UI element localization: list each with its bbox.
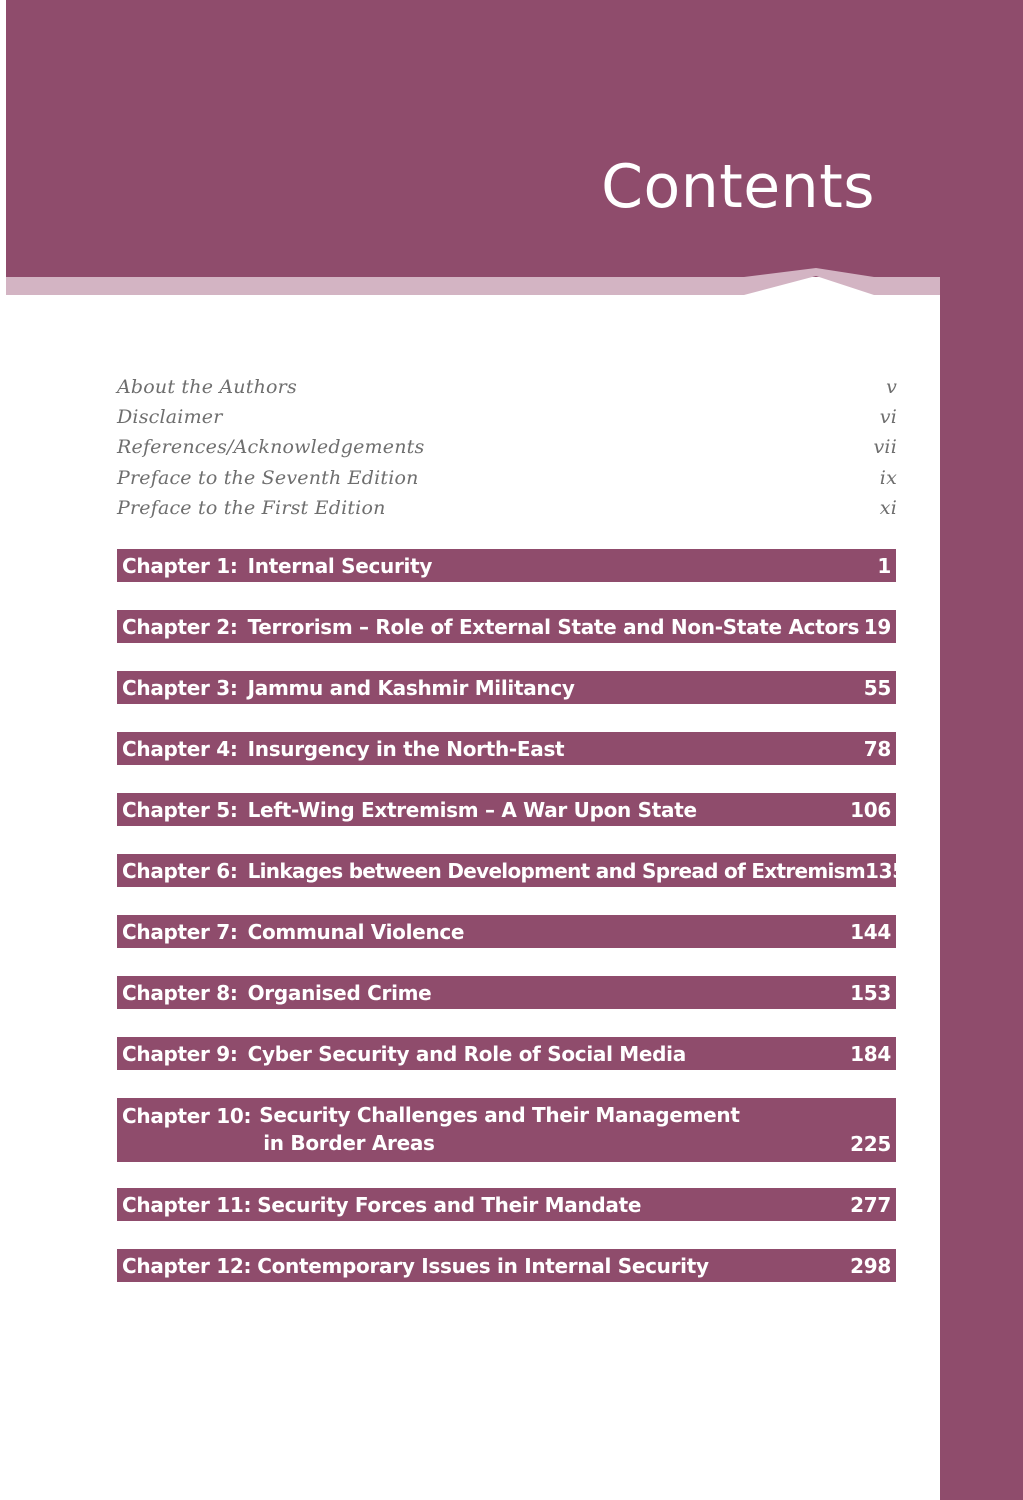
right-margin-bar: [940, 277, 1023, 1500]
chapter-label: Chapter 2:: [122, 614, 238, 639]
chapter-page: 1: [877, 553, 891, 578]
chapter-title: Security Forces and Their Mandate: [257, 1192, 642, 1217]
chapter-label: Chapter 12:: [122, 1253, 252, 1278]
chapter-label: Chapter 1:: [122, 553, 238, 578]
chapter-title: Contemporary Issues in Internal Security: [257, 1253, 709, 1278]
chapter-label: Chapter 7:: [122, 919, 238, 944]
front-matter-page: v: [886, 376, 897, 398]
chapter-page: 277: [850, 1192, 891, 1217]
front-matter-list: [117, 376, 897, 527]
chapter-label: Chapter 10:: [122, 1104, 252, 1128]
front-matter-item: [117, 467, 897, 497]
chapter-row-1: [117, 549, 896, 582]
front-matter-item: [117, 376, 897, 406]
page-title: Contents: [601, 152, 875, 222]
chapter-row-2: [117, 610, 896, 643]
chapter-page: 153: [850, 980, 891, 1005]
chapter-title: Internal Security: [247, 553, 433, 578]
front-matter-title: About the Authors: [117, 376, 297, 398]
chapter-page: 19: [863, 614, 891, 639]
chapter-page: 55: [863, 675, 891, 700]
front-matter-page: vii: [873, 436, 897, 459]
chapter-row-4: [117, 732, 896, 765]
chapter-page: 298: [850, 1253, 891, 1278]
front-matter-title: Disclaimer: [117, 406, 223, 429]
chapter-label: Chapter 6:: [122, 858, 238, 883]
chapter-row-12: [117, 1249, 896, 1282]
chapter-label: Chapter 11:: [122, 1192, 252, 1217]
chapter-row-7: [117, 915, 896, 948]
chapter-label: Chapter 8:: [122, 980, 238, 1005]
chapter-row-10: [117, 1098, 896, 1162]
chapter-title: Linkages between Development and Spread of Extremism: [247, 858, 866, 883]
header-stripe: [6, 264, 941, 298]
front-matter-page: xi: [879, 496, 897, 519]
front-matter-item: [117, 436, 897, 466]
chapter-page: 225: [850, 1132, 891, 1156]
header-band: [6, 0, 1023, 277]
front-matter-item: [117, 406, 897, 436]
chapter-page: 184: [850, 1041, 891, 1066]
chapter-title: Cyber Security and Role of Social Media: [247, 1041, 686, 1066]
chapter-title: [251, 1101, 850, 1157]
front-matter-page: ix: [879, 466, 897, 489]
front-matter-item: [117, 497, 897, 527]
chapter-row-11: [117, 1188, 896, 1221]
chapter-title-line-1: Security Challenges and Their Management: [259, 1103, 740, 1127]
chapter-page: 78: [863, 736, 891, 761]
chapter-row-8: [117, 976, 896, 1009]
chapter-title: Insurgency in the North-East: [247, 736, 565, 761]
chapter-title: Jammu and Kashmir Militancy: [247, 675, 575, 700]
front-matter-title: Preface to the Seventh Edition: [117, 466, 419, 489]
chapter-title: Organised Crime: [247, 980, 432, 1005]
front-matter-title: Preface to the First Edition: [117, 496, 386, 519]
chapter-row-5: [117, 793, 896, 826]
chapter-label: Chapter 3:: [122, 675, 238, 700]
front-matter-page: vi: [879, 406, 897, 429]
chapter-row-9: [117, 1037, 896, 1070]
chapter-row-6: [117, 854, 906, 887]
chapter-page: 106: [850, 797, 891, 822]
chapter-label: Chapter 9:: [122, 1041, 238, 1066]
front-matter-title: References/Acknowledgements: [117, 436, 425, 459]
chapter-page: 144: [850, 919, 891, 944]
chapter-label: Chapter 4:: [122, 736, 238, 761]
chapter-title: Communal Violence: [247, 919, 465, 944]
chapter-row-3: [117, 671, 896, 704]
chapter-label: Chapter 5:: [122, 797, 238, 822]
chapter-title-line-2: in Border Areas: [263, 1131, 435, 1155]
chapter-title: Left-Wing Extremism – A War Upon State: [247, 797, 697, 822]
chapter-title: Terrorism – Role of External State and Non-State Actors: [247, 614, 860, 639]
chapter-page: 135: [865, 858, 906, 883]
